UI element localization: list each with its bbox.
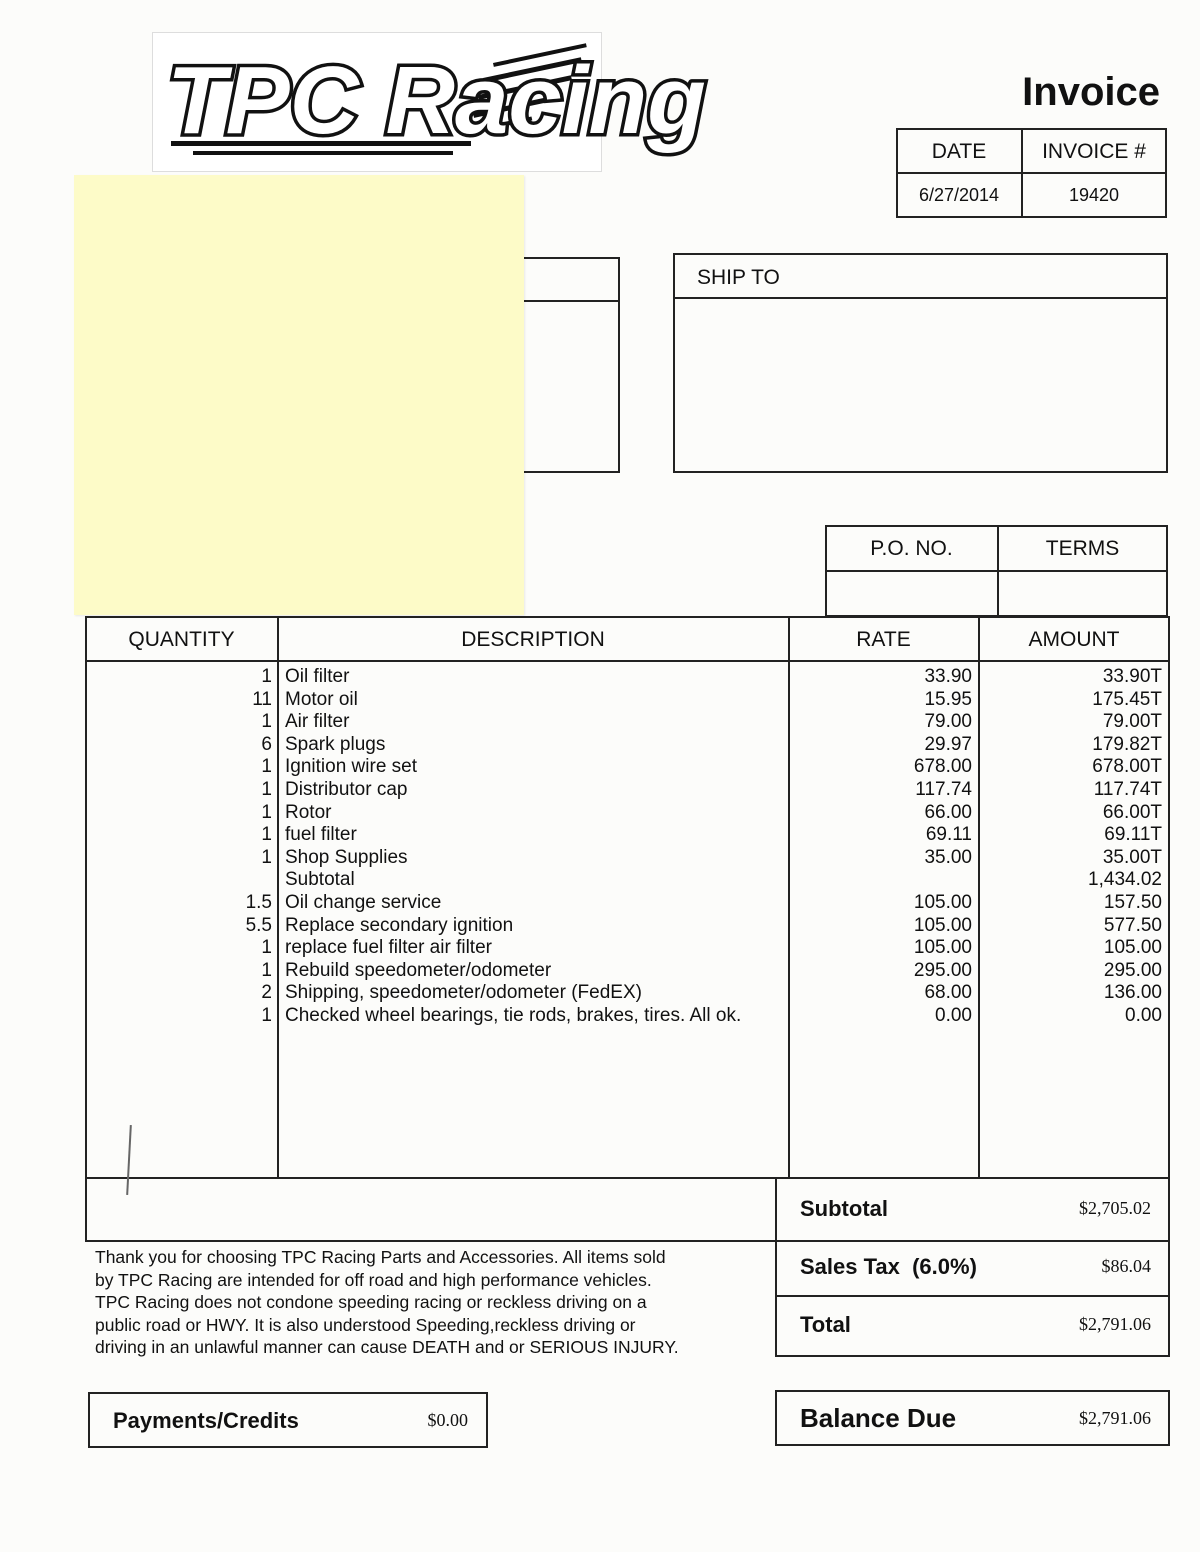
document-title: Invoice [1022, 70, 1160, 114]
divider [896, 172, 1167, 174]
invoice-number: 19420 [1068, 185, 1120, 205]
total-label: Total [800, 1312, 851, 1337]
line-item-rate: 105.00 [913, 937, 972, 959]
line-item-amount: 157.50 [1103, 892, 1162, 913]
subtotal-label: Subtotal [800, 1196, 888, 1221]
logo-wordmark: TPC Racing [167, 47, 706, 154]
line-item-description: Replace secondary ignition [285, 914, 514, 936]
line-item-quantity: 6 [261, 733, 272, 755]
line-item-description: Shipping, speedometer/odometer (FedEX) [285, 982, 642, 1004]
disclaimer-line: public road or HWY. It is also understood Speeding,reckless driving or [95, 1314, 636, 1335]
line-item-rate: 0.00 [935, 1005, 972, 1026]
quantity-header: QUANTITY [128, 628, 235, 651]
line-item-description: Air filter [285, 711, 350, 733]
date-label: DATE [931, 140, 987, 163]
line-item-rate: 295.00 [913, 959, 972, 981]
line-item-amount: 175.45T [1092, 688, 1162, 710]
line-item-description: Rotor [285, 801, 332, 823]
line-item-quantity: 2 [261, 982, 272, 1004]
po-number-label: P.O. NO. [870, 537, 953, 560]
line-item-rate: 105.00 [913, 914, 972, 936]
divider [775, 1240, 1170, 1242]
line-item-quantity: 1.5 [245, 892, 272, 913]
line-item-description: Subtotal [285, 869, 355, 891]
line-item-amount: 66.00T [1102, 801, 1162, 823]
disclaimer-line: TPC Racing does not condone speeding racing or reckless driving on a [95, 1292, 647, 1313]
line-item-description: Checked wheel bearings, tie rods, brakes, tires. All ok. [285, 1005, 742, 1026]
tpc-racing-logo-graphic [153, 33, 706, 171]
line-item-description: fuel filter [285, 824, 357, 846]
divider [775, 1295, 1170, 1297]
payments-credits-label: Payments/Credits [113, 1408, 299, 1433]
line-item-amount: 136.00 [1103, 982, 1162, 1004]
description-header: DESCRIPTION [461, 628, 605, 651]
total-value: $2,791.06 [1079, 1314, 1151, 1334]
line-item-quantity: 1 [261, 801, 272, 823]
line-item-quantity: 1 [261, 756, 272, 778]
line-item-amount: 69.11T [1104, 824, 1162, 846]
line-item-quantity: 1 [261, 824, 272, 846]
line-item-rate: 105.00 [913, 892, 972, 913]
line-item-rate: 69.11 [925, 824, 972, 846]
line-item-quantity: 1 [261, 779, 272, 800]
disclaimer-line: Thank you for choosing TPC Racing Parts and Accessories. All items sold [95, 1247, 666, 1267]
line-item-description: Rebuild speedometer/odometer [285, 959, 552, 981]
line-item-rate: 29.97 [924, 733, 972, 755]
line-item-rate: 117.74 [915, 779, 972, 800]
line-item-description: Oil filter [285, 666, 350, 687]
line-item-description: Motor oil [285, 688, 358, 710]
rate-header: RATE [856, 628, 911, 651]
divider [673, 297, 1168, 299]
line-item-description: Distributor cap [285, 779, 408, 800]
sales-tax-value: $86.04 [1101, 1256, 1151, 1276]
line-item-rate: 66.00 [924, 801, 972, 823]
divider [978, 616, 980, 1178]
line-item-amount: 117.74T [1093, 779, 1162, 800]
divider [277, 616, 279, 1178]
line-item-quantity: 1 [261, 846, 272, 868]
line-item-description: replace fuel filter air filter [285, 937, 492, 959]
company-logo [152, 32, 706, 172]
line-item-description: Shop Supplies [285, 846, 408, 868]
line-item-quantity: 1 [261, 959, 272, 981]
line-item-amount: 179.82T [1092, 733, 1162, 755]
line-item-quantity: 11 [252, 688, 272, 710]
amount-header: AMOUNT [1028, 628, 1120, 651]
line-item-rate: 33.90 [924, 666, 972, 687]
payments-credits-value: $0.00 [427, 1410, 468, 1430]
divider [85, 660, 1170, 662]
line-item-amount: 79.00T [1102, 711, 1162, 733]
line-item-rate: 15.95 [924, 688, 972, 710]
line-item-rate: 68.00 [924, 982, 972, 1004]
ship-to-label: SHIP TO [697, 266, 780, 289]
invoice-number-label: INVOICE # [1042, 140, 1146, 163]
line-item-quantity: 1 [261, 937, 272, 959]
line-item-description: Spark plugs [285, 733, 386, 755]
line-item-amount: 33.90T [1102, 666, 1162, 687]
sales-tax-label: Sales Tax (6.0%) [800, 1254, 977, 1279]
line-item-amount: 577.50 [1103, 914, 1162, 936]
line-item-quantity: 1 [261, 666, 272, 687]
line-item-quantity: 1 [261, 1005, 272, 1026]
balance-due-value: $2,791.06 [1079, 1408, 1151, 1428]
line-item-amount: 678.00T [1092, 756, 1162, 778]
line-item-description: Oil change service [285, 892, 442, 913]
line-item-amount: 35.00T [1102, 846, 1162, 868]
line-item-amount: 105.00 [1103, 937, 1162, 959]
disclaimer-line: by TPC Racing are intended for off road and high performance vehicles. [95, 1269, 652, 1290]
terms-label: TERMS [1045, 537, 1120, 560]
disclaimer-line: driving in an unlawful manner can cause DEATH and or SERIOUS INJURY. [95, 1337, 679, 1358]
line-item-quantity: 1 [261, 711, 272, 733]
sticky-note [74, 175, 524, 615]
line-item-amount: 0.00 [1125, 1005, 1162, 1026]
line-item-rate: 35.00 [924, 846, 972, 868]
balance-due-label: Balance Due [800, 1403, 957, 1433]
line-item-rate: 678.00 [913, 756, 972, 778]
disclaimer [95, 1246, 775, 1359]
line-item-amount: 1,434.02 [1088, 869, 1162, 891]
invoice-date: 6/27/2014 [918, 185, 1000, 205]
line-item-quantity: 5.5 [245, 914, 272, 936]
line-item-rate: 79.00 [924, 711, 972, 733]
line-item-description: Ignition wire set [285, 756, 418, 778]
divider [788, 616, 790, 1178]
subtotal-value: $2,705.02 [1079, 1198, 1151, 1218]
line-item-amount: 295.00 [1103, 959, 1162, 981]
